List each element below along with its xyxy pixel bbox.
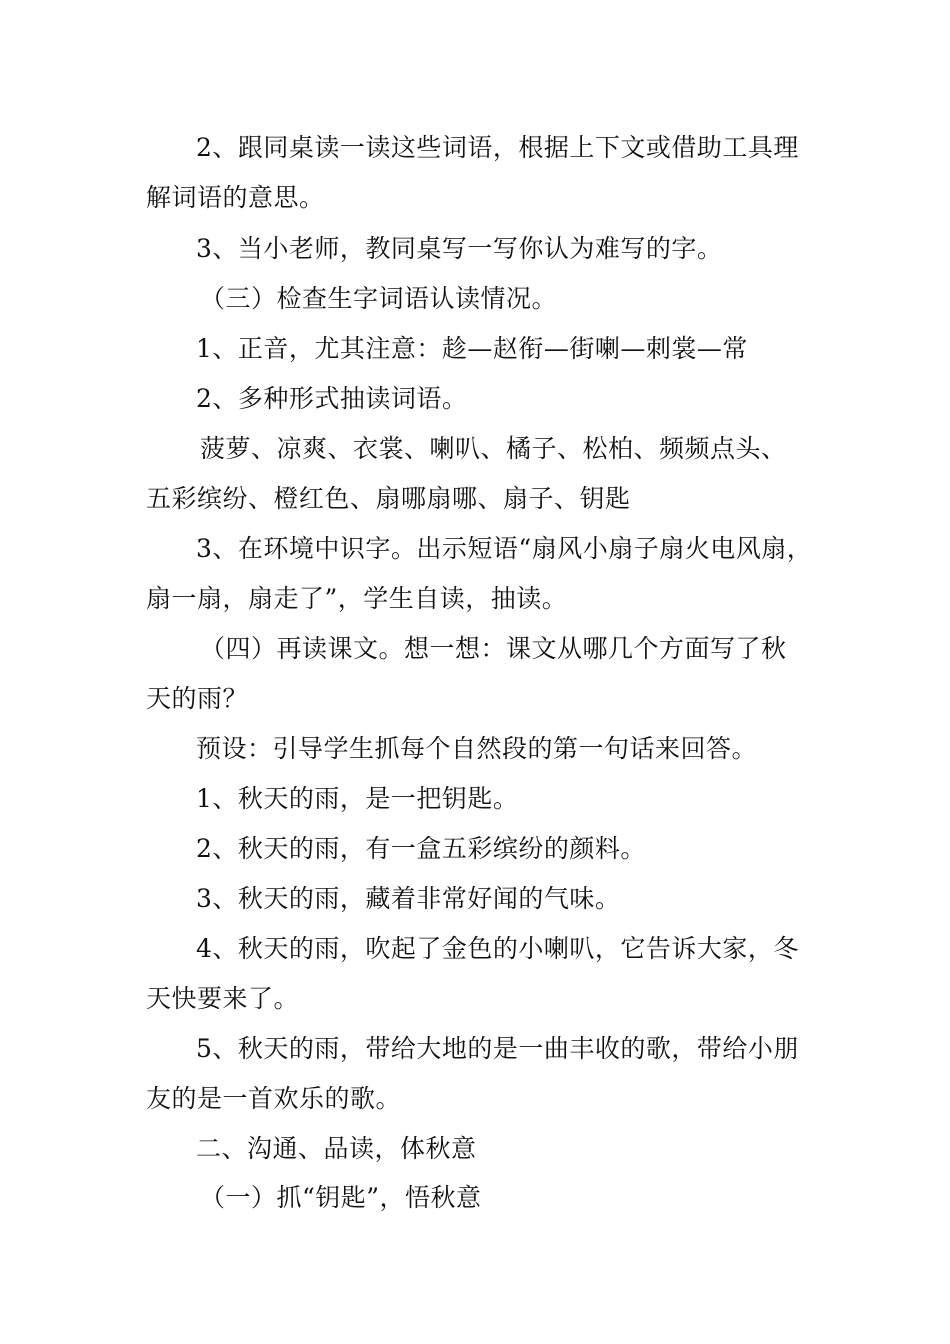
section-heading: （三）检查生字词语认读情况。	[200, 284, 558, 313]
paragraph-line: 2、跟同桌读一读这些词语，根据上下文或借助工具理	[196, 133, 799, 162]
paragraph-line: 5、秋天的雨，带给大地的是一曲丰收的歌，带给小朋	[196, 1034, 799, 1063]
paragraph-line: 3、在环境中识字。出示短语“扇风小扇子扇火电风扇，	[196, 534, 813, 563]
paragraph-line: 3、秋天的雨，藏着非常好闻的气味。	[196, 884, 621, 913]
paragraph-line: 4、秋天的雨，吹起了金色的小喇叭，它告诉大家，冬	[196, 934, 799, 963]
paragraph-line: 1、秋天的雨，是一把钥匙。	[196, 784, 519, 813]
paragraph-line: 菠萝、凉爽、衣裳、喇叭、橘子、松柏、频频点头、	[200, 434, 787, 463]
paragraph-line: 解词语的意思。	[146, 183, 325, 212]
section-heading: （四）再读课文。想一想：课文从哪几个方面写了秋	[200, 634, 787, 663]
paragraph-line: 天的雨？	[146, 684, 249, 713]
paragraph-line: 2、多种形式抽读词语。	[196, 384, 468, 413]
paragraph-line: 五彩缤纷、橙红色、扇哪扇哪、扇子、钥匙	[146, 484, 631, 513]
paragraph-line: 天快要来了。	[146, 984, 300, 1013]
paragraph-line: 预设：引导学生抓每个自然段的第一句话来回答。	[196, 734, 758, 763]
paragraph-line: 2、秋天的雨，有一盒五彩缤纷的颜料。	[196, 834, 646, 863]
section-heading: （一）抓“钥匙”，悟秋意	[200, 1183, 482, 1212]
paragraph-line: 1、正音，尤其注意：趁—赵衔—街喇—刺裳—常	[196, 334, 748, 363]
section-heading: 二、沟通、品读，体秋意	[196, 1134, 477, 1163]
paragraph-line: 友的是一首欢乐的歌。	[146, 1084, 402, 1113]
paragraph-line: 3、当小老师，教同桌写一写你认为难写的字。	[196, 234, 723, 263]
paragraph-line: 扇一扇，扇走了”，学生自读，抽读。	[146, 584, 568, 613]
